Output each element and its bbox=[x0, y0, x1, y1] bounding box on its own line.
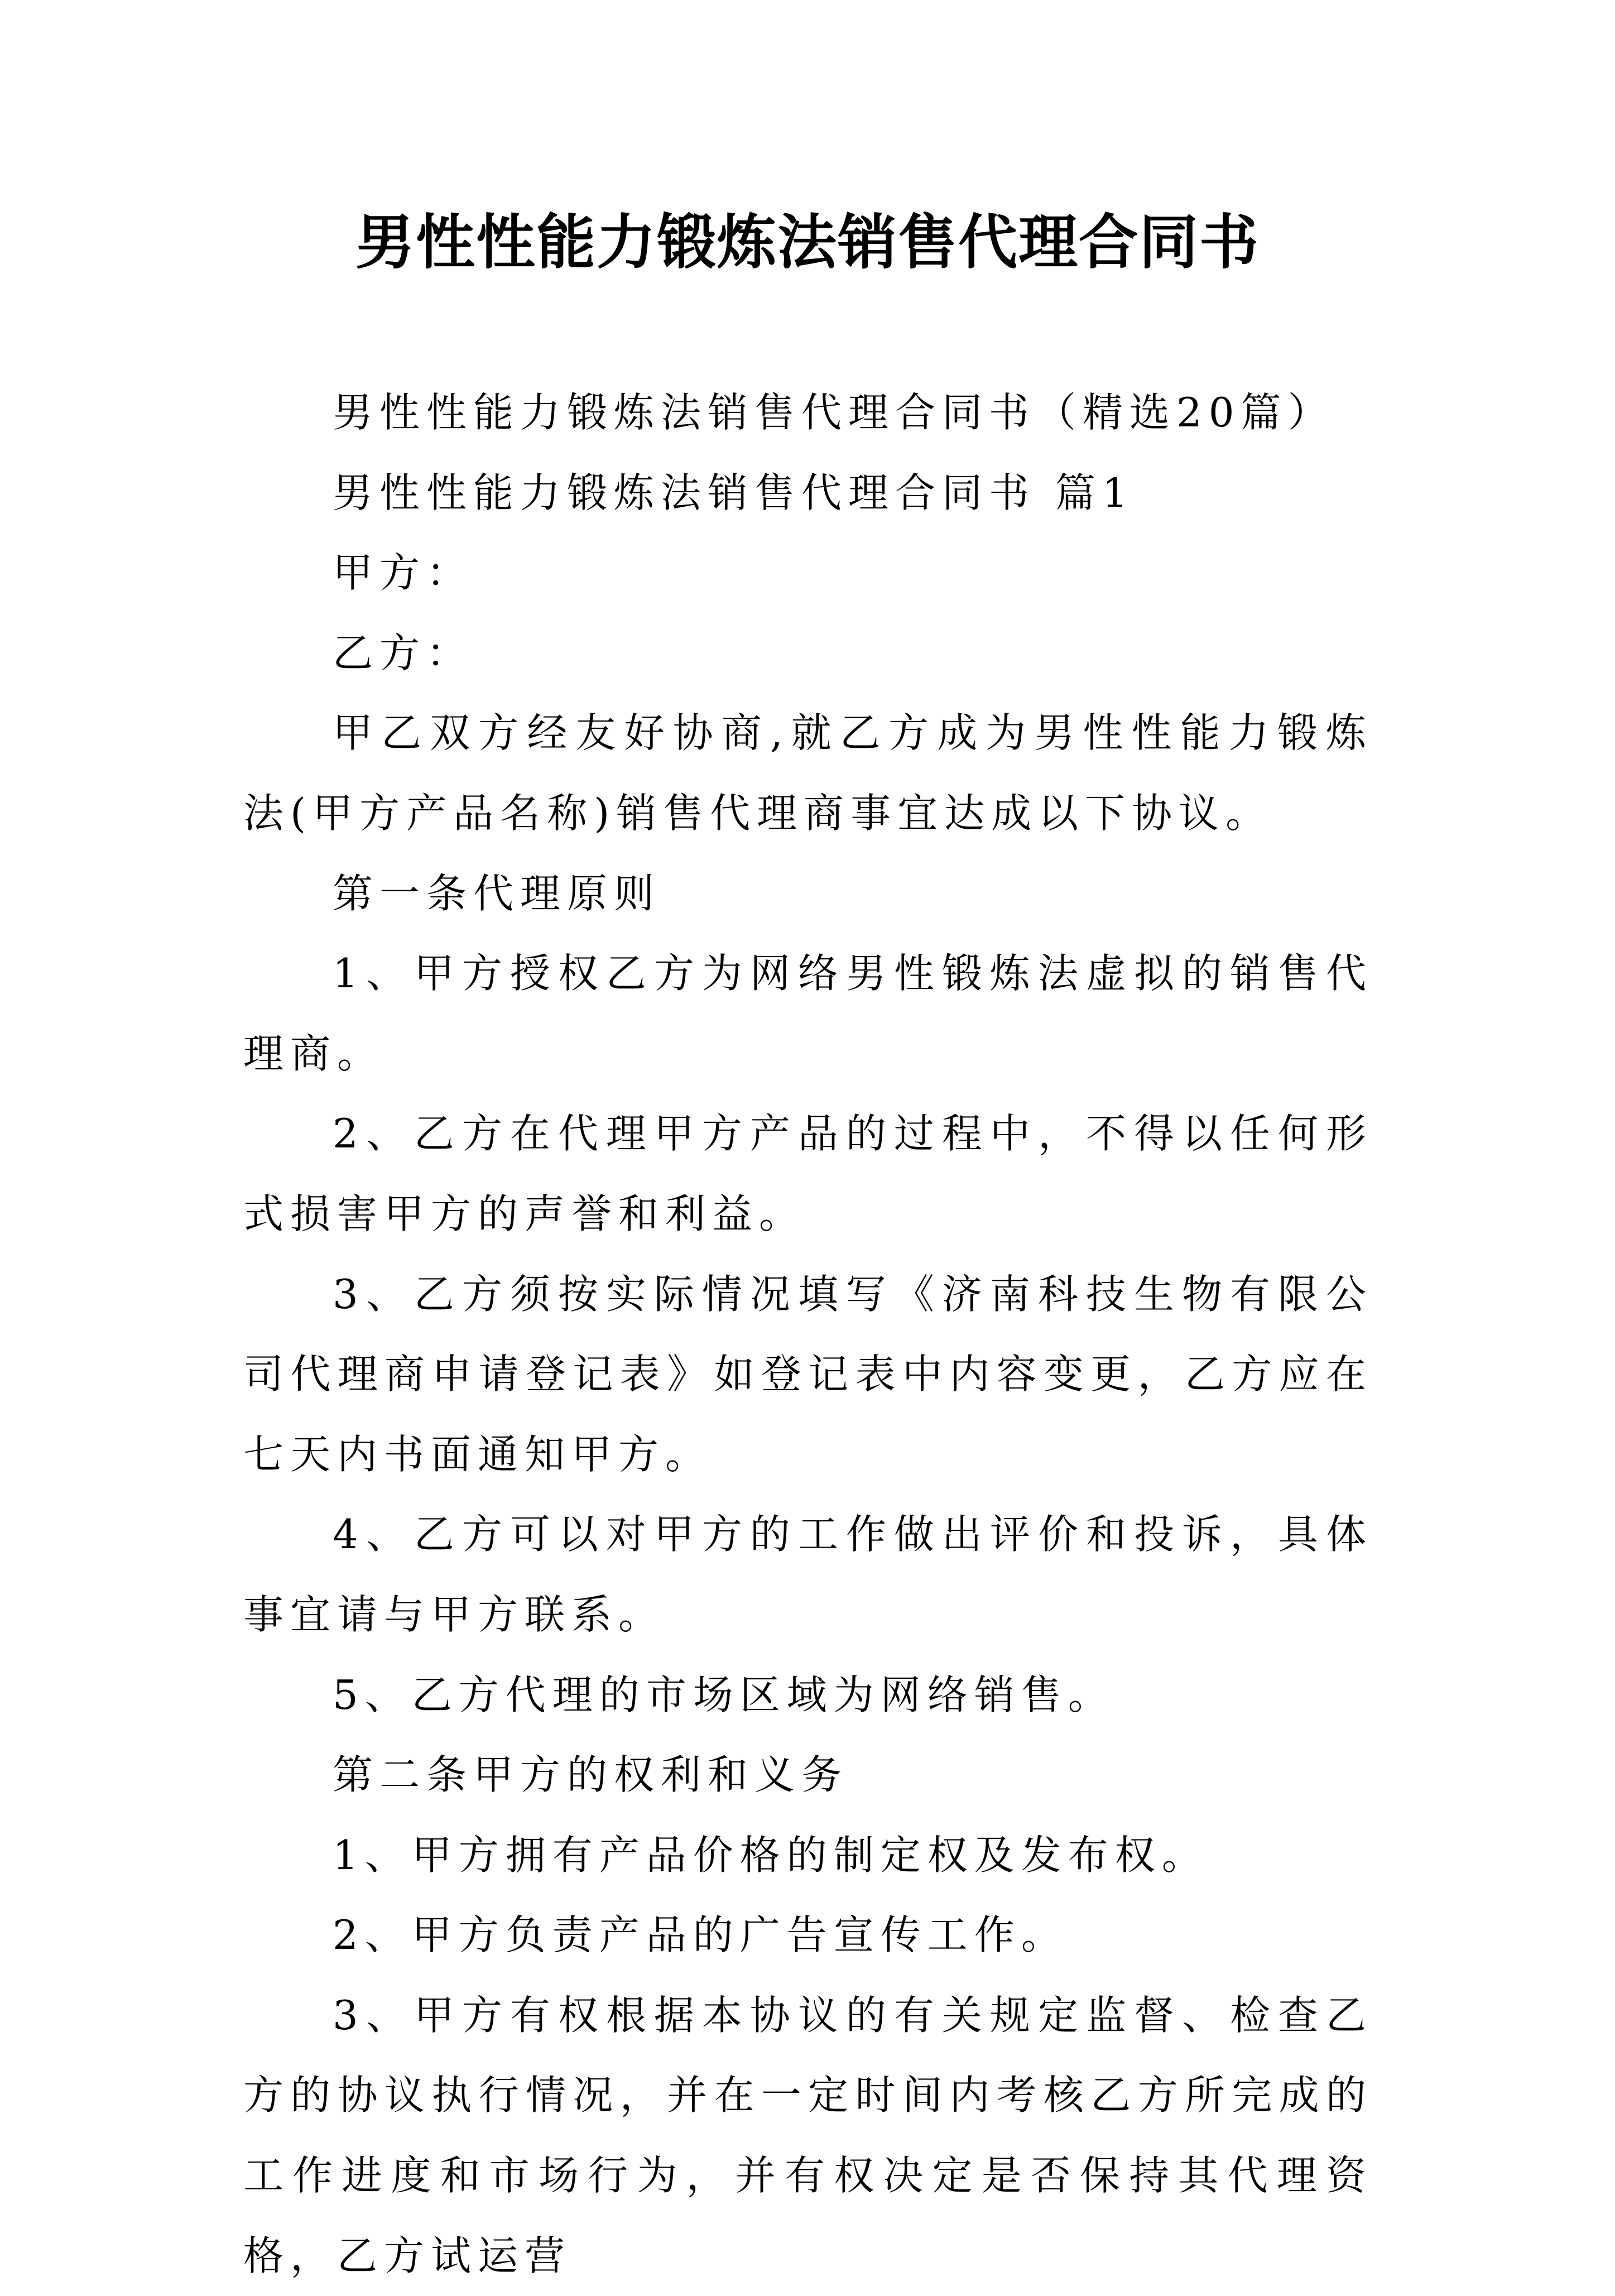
party-b-line: 乙方： bbox=[333, 629, 474, 676]
clause-paragraph: 1、甲方授权乙方为网络男性锻炼法虚拟的销售代理商。 bbox=[243, 950, 1373, 1077]
article-heading: 第一条代理原则 bbox=[333, 870, 661, 917]
clause-paragraph: 1、甲方拥有产品价格的制定权及发布权。 bbox=[333, 1831, 1209, 1879]
clause-paragraph: 5、乙方代理的市场区域为网络销售。 bbox=[333, 1671, 1115, 1718]
section-heading: 男性性能力锻炼法销售代理合同书 篇1 bbox=[333, 469, 1135, 516]
document-body bbox=[243, 373, 1373, 2296]
clause-paragraph: 2、甲方负责产品的广告宣传工作。 bbox=[333, 1911, 1068, 1959]
clause-paragraph: 2、乙方在代理甲方产品的过程中，不得以任何形式损害甲方的声誉和利益。 bbox=[243, 1110, 1373, 1237]
document-title: 男性性能力锻炼法销售代理合同书 bbox=[355, 208, 1260, 277]
subtitle-paragraph: 男性性能力锻炼法销售代理合同书（精选20篇） bbox=[333, 389, 1335, 436]
clause-paragraph: 3、乙方须按实际情况填写《济南科技生物有限公司代理商申请登记表》如登记表中内容变更，乙方应在七天内书面通知甲方。 bbox=[243, 1270, 1373, 1478]
clause-paragraph: 4、乙方可以对甲方的工作做出评价和投诉，具体事宜请与甲方联系。 bbox=[243, 1511, 1373, 1638]
preamble-paragraph: 甲乙双方经友好协商,就乙方成为男性性能力锻炼法(甲方产品名称)销售代理商事宜达成以下协议。 bbox=[243, 709, 1373, 837]
article-heading: 第二条甲方的权利和义务 bbox=[333, 1751, 849, 1799]
clause-paragraph: 3、甲方有权根据本协议的有关规定监督、检查乙方的协议执行情况，并在一定时间内考核乙方所完成的工作进度和市场行为，并有权决定是否保持其代理资格，乙方试运营 bbox=[243, 1991, 1373, 2279]
party-a-line: 甲方： bbox=[333, 549, 474, 597]
